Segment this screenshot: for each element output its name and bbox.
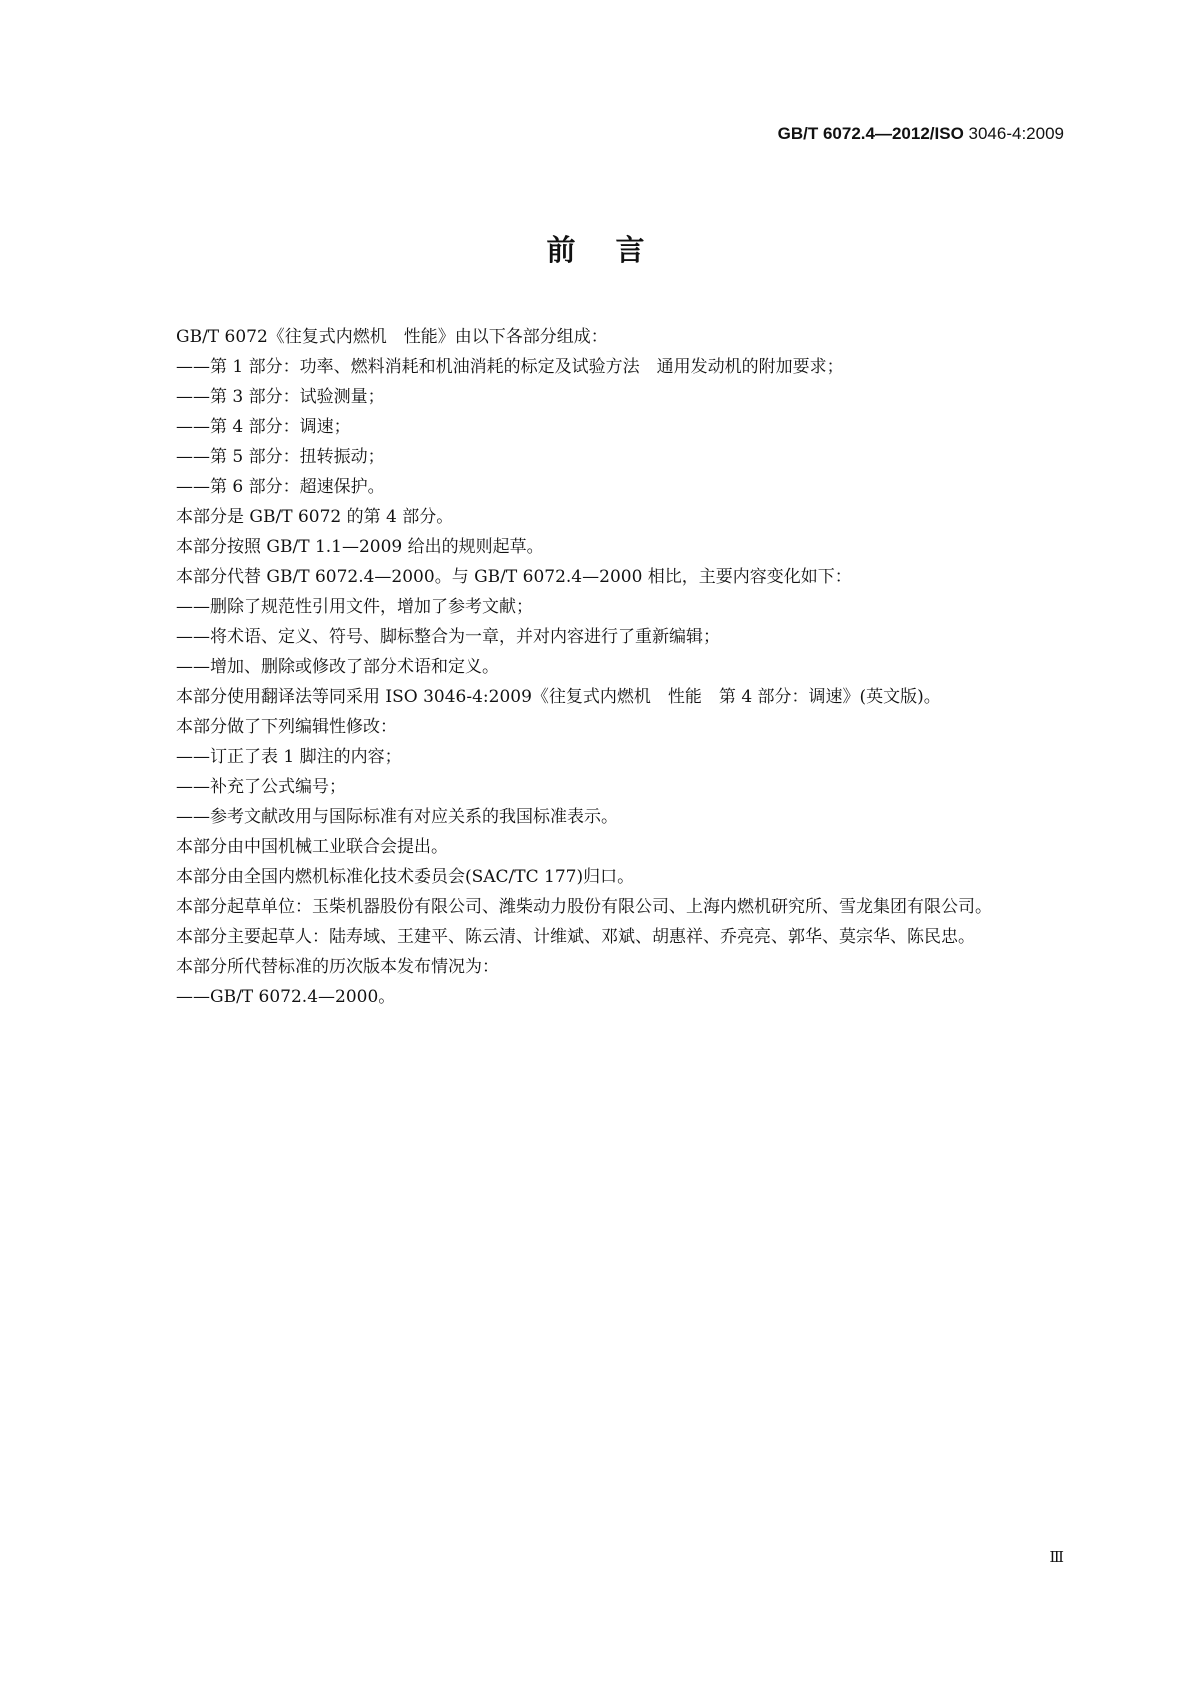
foreword-body [120,322,1072,1012]
list-item-part-1: ——第 1 部分：功率、燃料消耗和机油消耗的标定及试验方法 通用发动机的附加要求； [176,357,844,377]
list-item-change-2: ——将术语、定义、符号、脚标整合为一章，并对内容进行了重新编辑； [176,627,720,647]
list-item-edit-2: ——补充了公式编号； [176,777,346,797]
list-item-edit-1: ——订正了表 1 脚注的内容； [176,747,402,767]
iso-code: 3046-4:2009 [963,124,1064,143]
paragraph-parts-intro: GB/T 6072《往复式内燃机 性能》由以下各部分组成： [176,327,608,347]
paragraph-history-intro: 本部分所代替标准的历次版本发布情况为： [176,957,499,977]
paragraph-editorial-intro: 本部分做了下列编辑性修改： [176,717,397,737]
paragraph-committee: 本部分由全国内燃机标准化技术委员会(SAC/TC 177)归口。 [176,867,635,887]
paragraph-replaces: 本部分代替 GB/T 6072.4—2000。与 GB/T 6072.4—2000 相比，主要内容变化如下： [176,567,852,587]
page-title: 前言 [546,233,685,267]
standard-code: GB/T 6072.4—2012/ISO [777,124,964,143]
list-item-history-1: ——GB/T 6072.4—2000。 [176,987,396,1007]
paragraph-proposer: 本部分由中国机械工业联合会提出。 [176,837,448,857]
paragraph-part-statement: 本部分是 GB/T 6072 的第 4 部分。 [176,507,454,527]
paragraph-adoption: 本部分使用翻译法等同采用 ISO 3046-4:2009《往复式内燃机 性能 第 4 部分：调速》(英文版)。 [176,687,941,707]
list-item-edit-3: ——参考文献改用与国际标准有对应关系的我国标准表示。 [176,807,618,827]
list-item-change-3: ——增加、删除或修改了部分术语和定义。 [176,657,499,677]
list-item-part-4: ——第 4 部分：调速； [176,417,351,437]
paragraph-drafters: 本部分主要起草人：陆寿域、王建平、陈云清、计维斌、邓斌、胡惠祥、乔亮亮、郭华、莫宗华、陈民忠。 [176,927,975,947]
list-item-part-3: ——第 3 部分：试验测量； [176,387,385,407]
list-item-change-1: ——删除了规范性引用文件，增加了参考文献； [176,597,533,617]
page-number: Ⅲ [1049,1548,1064,1566]
document-header [778,124,1064,144]
paragraph-drafting-units: 本部分起草单位：玉柴机器股份有限公司、潍柴动力股份有限公司、上海内燃机研究所、雪龙集团有限公司。 [176,897,992,917]
paragraph-drafting-rules: 本部分按照 GB/T 1.1—2009 给出的规则起草。 [176,537,544,557]
list-item-part-5: ——第 5 部分：扭转振动； [176,447,385,467]
list-item-part-6: ——第 6 部分：超速保护。 [176,477,385,497]
